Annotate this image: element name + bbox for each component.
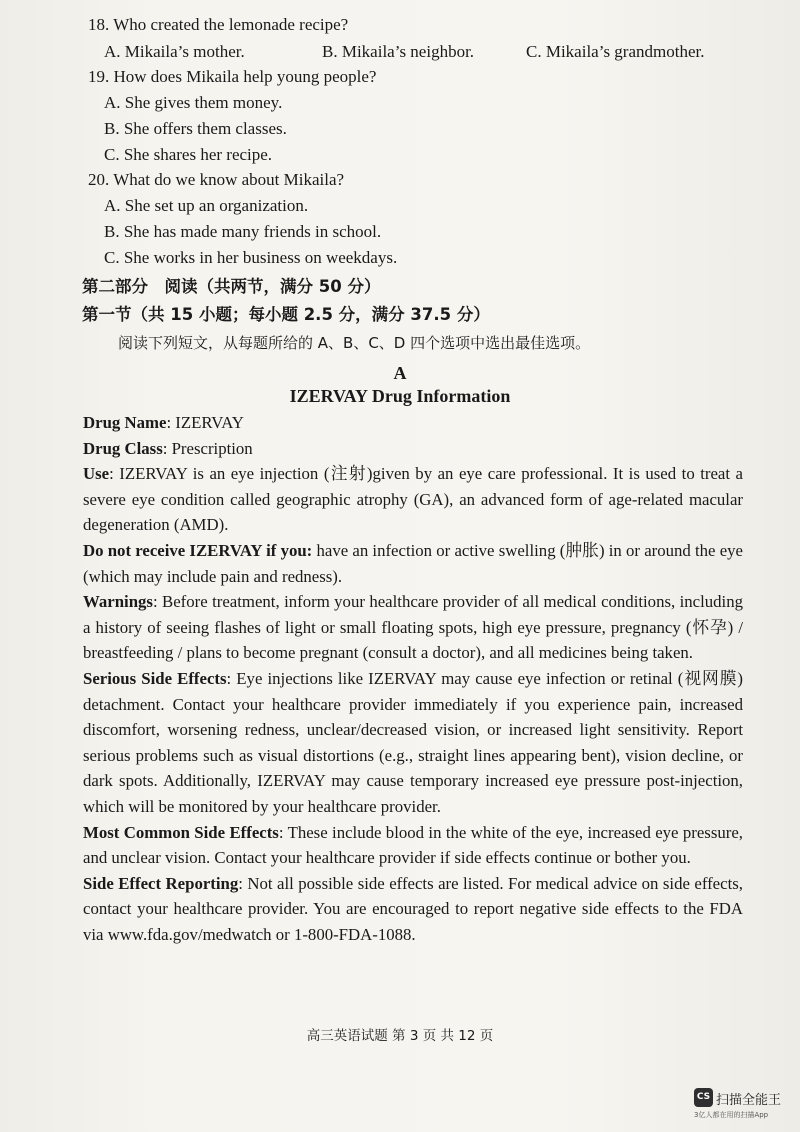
not-receive-text: have an infection or active swelling (肿胀) in or around the eye (which may include pain and redness). [83, 540, 744, 586]
q19-option-b: B. She offers them classes. [104, 119, 287, 138]
serious-side-effects-text: : Eye injections like IZERVAY may cause eye infection or retinal (视网膜) detachment. Contact your healthcare provider immediately if you experience pain, increased discomfort, worsening redness, unclear/decreased vision, or increased light sensitivity. Report serious problems such as visual distortions (e.g., straight lines appearing bent), vision decline, or dark spots. Additionally, IZERVAY may cause temporary increased eye pressure post-injection, which will be monitored by your healthcare provider. [83, 668, 743, 816]
q19-option-a: A. She gives them money. [104, 93, 283, 112]
q19-option-c: C. She shares her recipe. [104, 145, 273, 164]
drug-name-line [83, 410, 743, 436]
q20-option-b: B. She has made many friends in school. [104, 222, 382, 241]
serious-side-effects-paragraph [83, 666, 743, 820]
camscanner-logo-icon: CS [694, 1088, 713, 1107]
drug-class-value: : Prescription [162, 438, 253, 458]
side-effect-reporting-paragraph [83, 871, 743, 948]
side-effect-reporting-text: : Not all possible side effects are listed. For medical advice on side effects, contact your healthcare provider. You are encouraged to report negative side effects to the FDA via www.fda.gov/medwatch or 1-800-FDA-1088. [83, 873, 743, 944]
use-paragraph [83, 461, 743, 538]
warnings-text: : Before treatment, inform your healthcare provider of all medical conditions, including a history of seeing flashes of light or small floating spots, high eye pressure, pregnancy (怀孕) / breastfeeding / plans to become pregnant (consult a doctor), and all medicines being taken. [83, 592, 743, 663]
drug-class-line [83, 436, 743, 462]
warnings-paragraph [83, 589, 743, 666]
q20-option-a: A. She set up an organization. [104, 196, 309, 215]
not-receive-paragraph [83, 538, 743, 589]
warnings-label: Warnings [83, 592, 153, 612]
side-effect-reporting-label: Side Effect Reporting [83, 873, 239, 893]
use-label: Use [83, 464, 110, 484]
q18-option-a: A. Mikaila’s mother. [104, 42, 245, 61]
serious-side-effects-label: Serious Side Effects [83, 668, 227, 688]
common-side-effects-paragraph [83, 820, 743, 871]
drug-class-label: Drug Class [83, 438, 163, 458]
passage-title: IZERVAY Drug Information [289, 386, 511, 406]
q20-option-c: C. She works in her business on weekdays. [104, 248, 398, 267]
drug-name-value: : IZERVAY [166, 413, 244, 432]
page-footer: 高三英语试题 第 3 页 共 12 页 [306, 1028, 494, 1044]
section-instruction: 阅读下列短文，从每题所给的 A、B、C、D 四个选项中选出最佳选项。 [118, 334, 591, 352]
drug-name-label: Drug Name [83, 413, 167, 432]
q18-option-b: B. Mikaila’s neighbor. [322, 42, 475, 61]
common-side-effects-label: Most Common Side Effects [83, 822, 279, 842]
watermark-subtitle: 3亿人都在用的扫描App [694, 1111, 769, 1119]
watermark-app-name: 扫描全能王 [716, 1093, 782, 1108]
section-subheading: 第一节（共 15 小题；每小题 2.5 分，满分 37.5 分） [82, 305, 490, 324]
not-receive-label: Do not receive IZERVAY if you: [83, 540, 313, 560]
use-text: : IZERVAY is an eye injection (注射)given by an eye care professional. It is used to treat a severe eye condition called geographic atrophy (GA), an advanced form of age-related macular degeneration (AMD). [83, 464, 743, 535]
section-heading: 第二部分 阅读（共两节，满分 50 分） [82, 277, 381, 296]
question-18: 18. Who created the lemonade recipe? [88, 15, 349, 34]
passage-body [83, 410, 743, 947]
common-side-effects-text: : These include blood in the white of the eye, increased eye pressure, and unclear vision. Contact your healthcare provider if side effects continue or bother you. [83, 822, 743, 868]
question-19: 19. How does Mikaila help young people? [88, 67, 377, 86]
question-20: 20. What do we know about Mikaila? [88, 170, 345, 189]
q18-option-c: C. Mikaila’s grandmother. [526, 42, 705, 61]
passage-letter: A [393, 363, 407, 383]
